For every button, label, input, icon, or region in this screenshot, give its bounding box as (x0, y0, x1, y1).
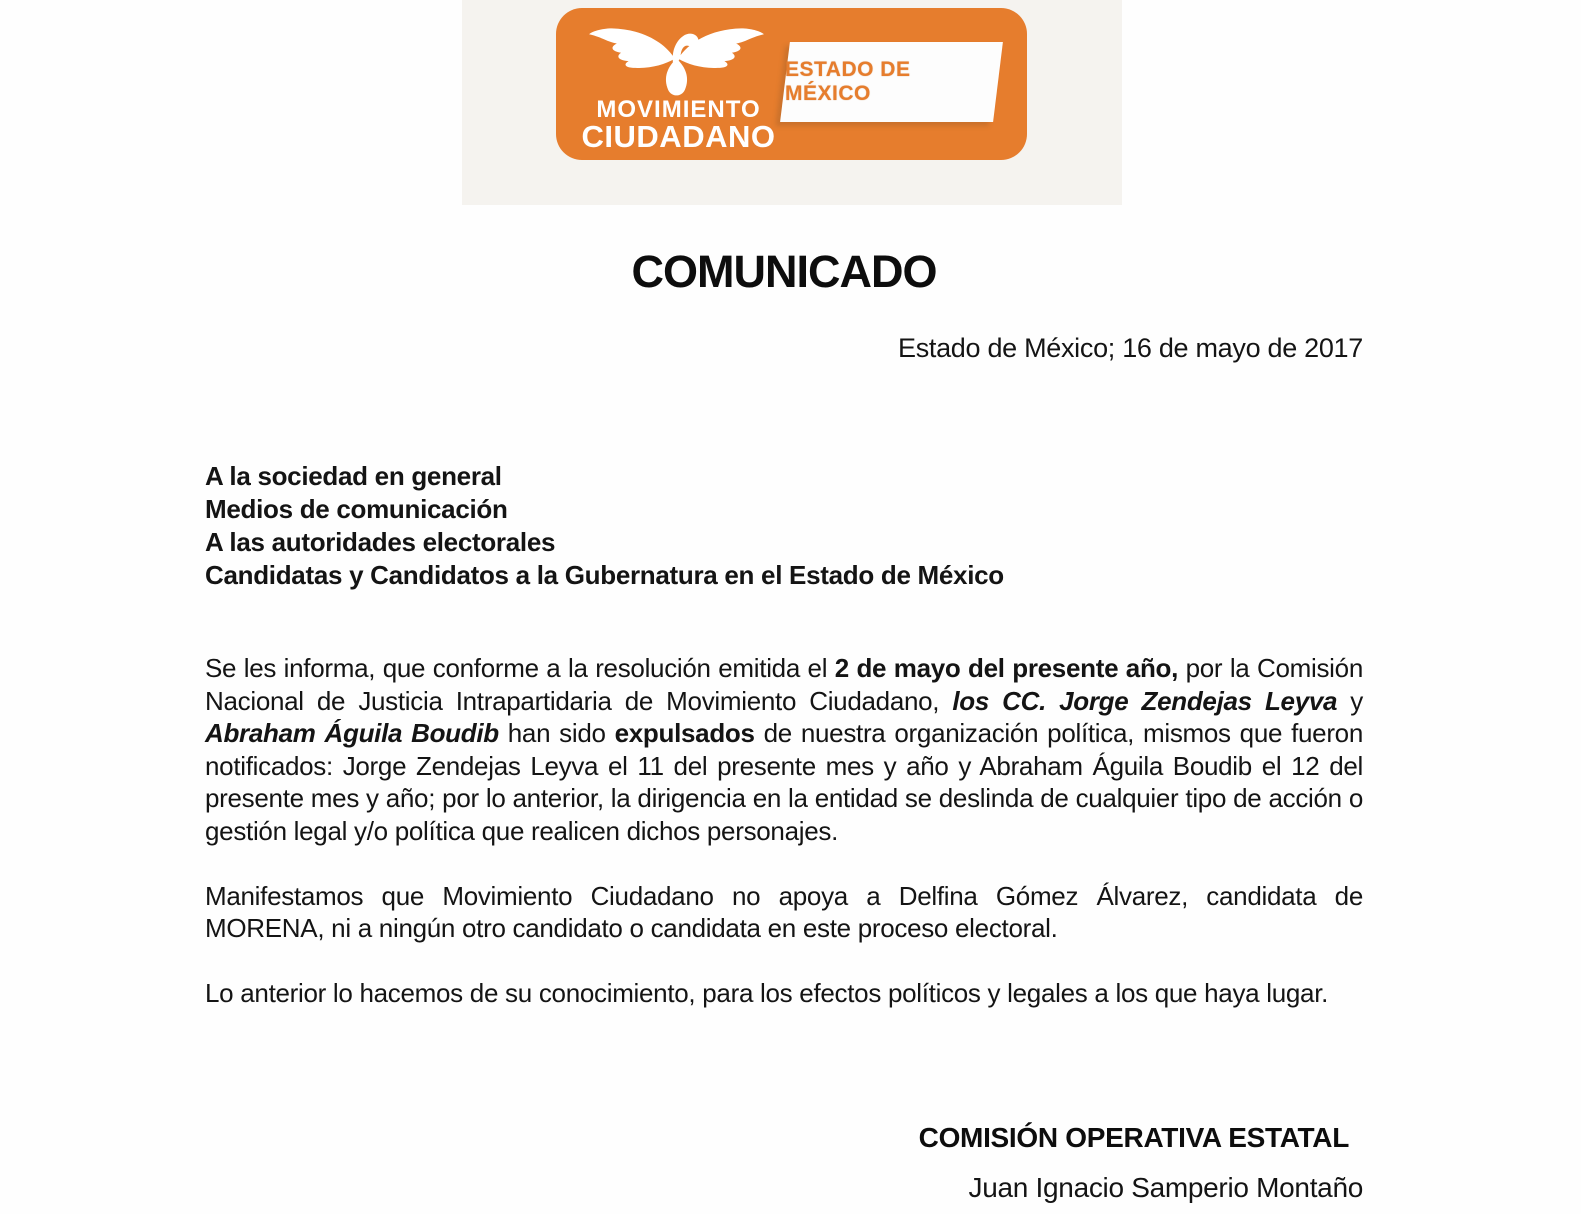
addressee-block (205, 460, 1363, 592)
addressee-line: Medios de comunicación (205, 494, 508, 524)
signature-name: Juan Ignacio Samperio Montaño (968, 1172, 1363, 1203)
dateline: Estado de México; 16 de mayo de 2017 (897, 333, 1363, 363)
logo-region-label: ESTADO DE MÉXICO (785, 58, 911, 105)
addressee-line: A la sociedad en general (205, 461, 502, 491)
paragraph-text: han sido (498, 718, 615, 748)
body-paragraph (205, 652, 1363, 847)
paragraph-text: por la Comisión Nacional de Justicia Intrapartidaria de Movimiento Ciudadano, (205, 653, 1363, 716)
body-paragraph (205, 977, 1363, 1010)
emphasized-text: Abraham Águila Boudib (205, 718, 499, 748)
logo-org-name-line2: CIUDADANO (581, 119, 776, 154)
paragraph-text: Manifestamos que Movimiento Ciudadano no apoya a Delfina Gómez Álvarez, candidata de MORENA, ni a ningún otro candidato o candidata en este proceso electoral. (205, 880, 1363, 943)
emphasized-text: expulsados (614, 718, 755, 748)
addressee-line: A las autoridades electorales (205, 527, 556, 557)
logo-org-name-line1: MOVIMIENTO (596, 96, 761, 123)
paragraph-text: Lo anterior lo hacemos de su conocimiento, para los efectos políticos y legales a los que haya lugar. (205, 978, 1329, 1008)
emphasized-text: 2 de mayo del presente año, (834, 653, 1179, 683)
paragraph-text: de nuestra organización política, mismos que fueron notificados: Jorge Zendejas Leyva el 11 del presente mes y año y Abraham Águila Boudib el 12 del presente mes y año; por lo anterior, la dirigencia en la entidad se deslinda de cualquier tipo de acción o gestión legal y/o política que realicen dichos personajes. (205, 718, 1364, 846)
body-paragraph (205, 880, 1363, 945)
addressee-line: Candidatas y Candidatos a la Gubernatura en el Estado de México (205, 560, 1004, 590)
paragraph-text: y (1337, 685, 1363, 716)
emphasized-text: los CC. Jorge Zendejas Leyva (952, 685, 1338, 716)
signature-committee: COMISIÓN OPERATIVA ESTATAL (918, 1122, 1349, 1153)
body-paragraphs (205, 652, 1363, 1042)
paragraph-text: Se les informa, que conforme a la resolución emitida el (205, 653, 835, 683)
page-title: COMUNICADO (631, 246, 937, 297)
text-column (205, 0, 1363, 1214)
